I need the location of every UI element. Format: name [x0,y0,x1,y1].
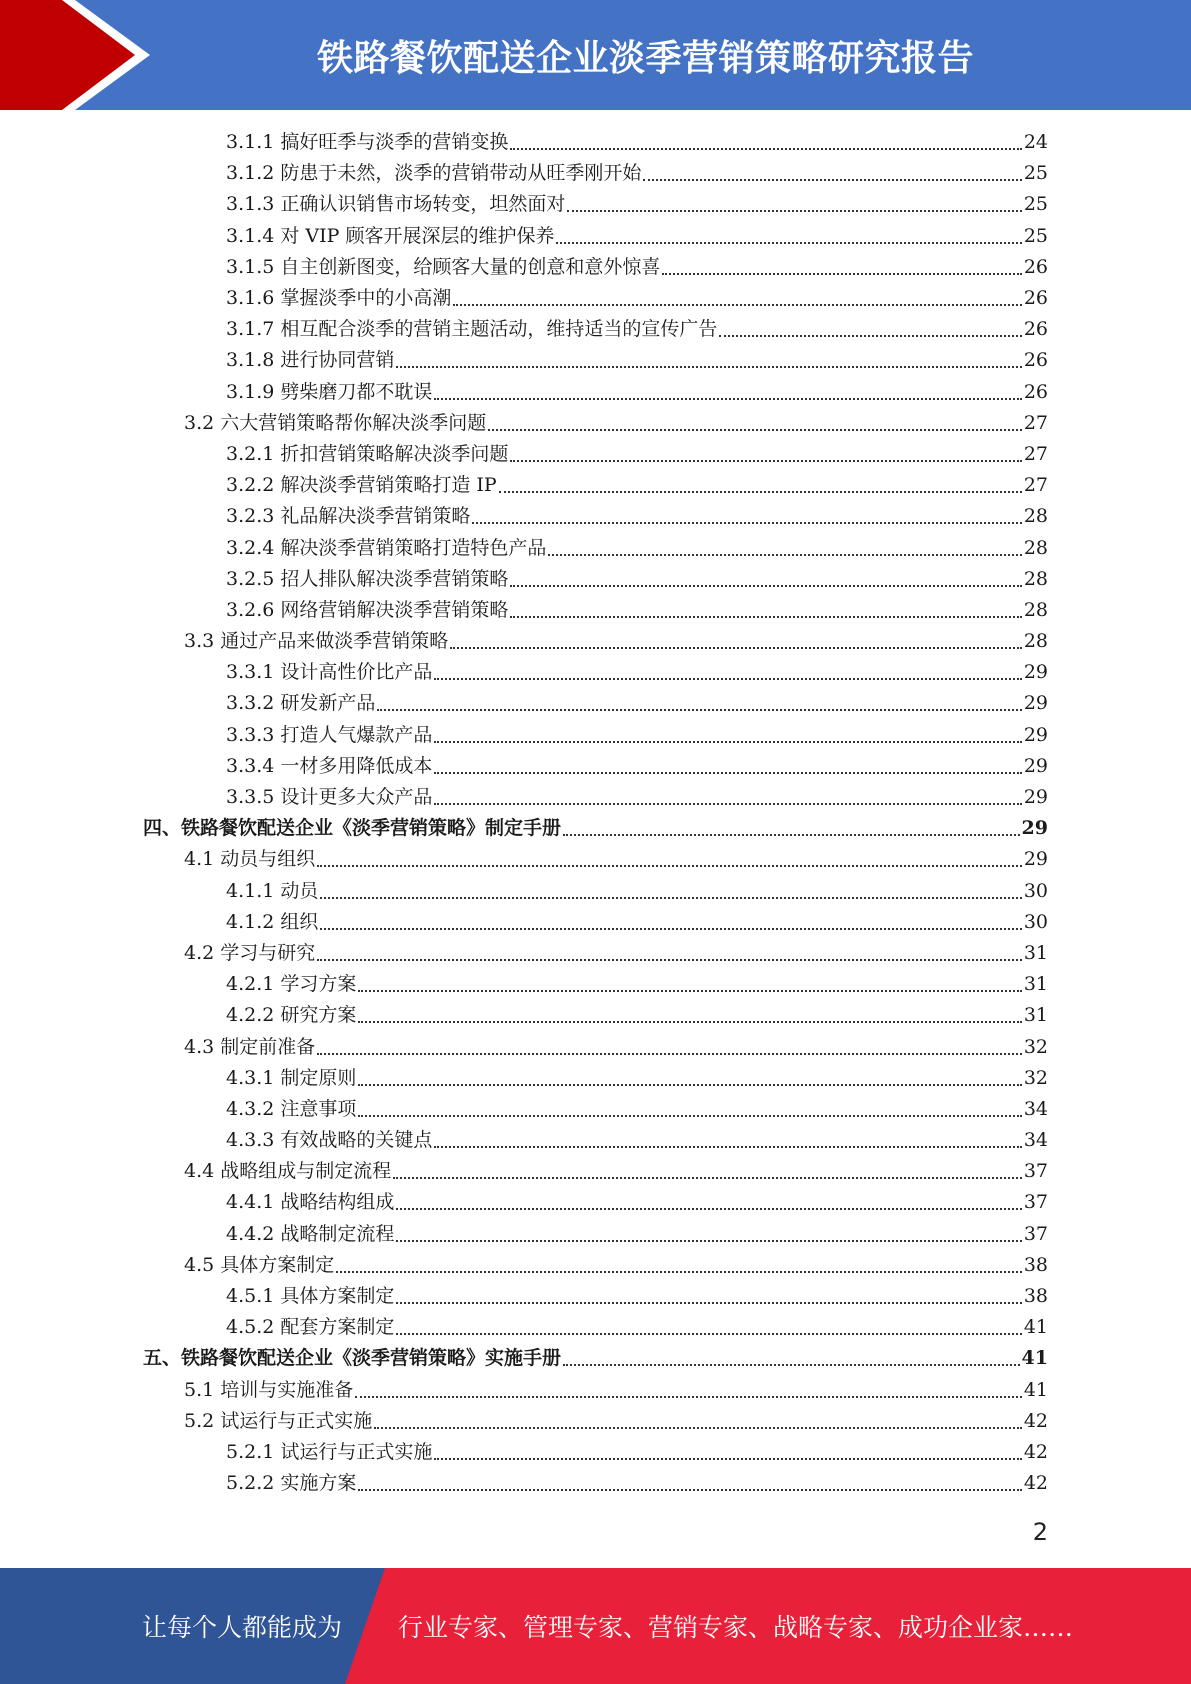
toc-entry-page: 34 [1023,1097,1048,1120]
toc-entry-label: 四、铁路餐饮配送企业《淡季营销策略》制定手册 [143,817,562,840]
toc-dot-leader [393,1156,1022,1187]
toc-entry-page: 31 [1023,973,1048,996]
toc-entry-label: 4.4.2 战略制定流程 [226,1222,395,1245]
toc-dot-leader [434,657,1021,688]
toc-dot-leader [488,408,1022,439]
toc-entry-page: 28 [1023,598,1048,621]
toc-entry[interactable] [226,1125,1048,1156]
toc-entry-page: 30 [1023,879,1048,902]
toc-entry[interactable] [226,657,1048,688]
toc-dot-leader [317,844,1022,875]
toc-dot-leader [567,189,1021,220]
toc-dot-leader [510,439,1021,470]
toc-entry-label: 3.2.6 网络营销解决淡季营销策略 [226,598,509,621]
toc-dot-leader [434,720,1021,751]
toc-entry[interactable] [184,1031,1048,1062]
toc-entry-page: 41 [1023,1378,1048,1401]
toc-entry[interactable] [226,688,1048,719]
footer-slogan-left: 让每个人都能成为 [142,1613,343,1642]
toc-entry[interactable] [226,1281,1048,1312]
toc-entry[interactable] [226,720,1048,751]
toc-entry[interactable] [184,1156,1048,1187]
toc-entry[interactable] [226,564,1048,595]
toc-entry-label: 4.5 具体方案制定 [184,1253,335,1276]
toc-entry-label: 3.3.2 研发新产品 [226,692,376,715]
toc-entry-label: 4.5.2 配套方案制定 [226,1316,395,1339]
toc-entry-label: 3.2.5 招人排队解决淡季营销策略 [226,567,509,590]
toc-dot-leader [355,1375,1022,1406]
toc-entry[interactable] [226,1437,1048,1468]
toc-entry-page: 32 [1023,1035,1048,1058]
toc-entry-page: 27 [1023,411,1048,434]
toc-entry-label: 4.1.2 组织 [226,910,319,933]
toc-entry[interactable] [226,595,1048,626]
toc-entry-page: 42 [1023,1472,1048,1495]
toc-entry-page: 38 [1023,1253,1048,1276]
toc-dot-leader [434,377,1021,408]
page-number: 2 [1032,1518,1048,1546]
toc-dot-leader [396,1187,1021,1218]
toc-entry-page: 37 [1023,1160,1048,1183]
toc-entry-label: 3.2.1 折扣营销策略解决淡季问题 [226,442,509,465]
toc-entry-page: 29 [1021,817,1048,840]
toc-entry[interactable] [184,1375,1048,1406]
toc-entry[interactable] [226,470,1048,501]
toc-entry-label: 3.3.1 设计高性价比产品 [226,661,433,684]
toc-entry-label: 4.3 制定前准备 [184,1035,316,1058]
toc-entry-label: 五、铁路餐饮配送企业《淡季营销策略》实施手册 [143,1347,562,1370]
toc-entry[interactable] [226,377,1048,408]
toc-entry-page: 27 [1023,474,1048,497]
toc-entry-label: 5.2.1 试运行与正式实施 [226,1440,433,1463]
toc-entry[interactable] [226,1187,1048,1218]
toc-entry-page: 41 [1021,1347,1048,1370]
toc-entry-page: 29 [1023,692,1048,715]
toc-entry-label: 3.3.3 打造人气爆款产品 [226,723,433,746]
toc-dot-leader [499,470,1022,501]
toc-entry[interactable] [226,907,1048,938]
toc-entry[interactable] [226,532,1048,563]
toc-entry-label: 3.1.1 搞好旺季与淡季的营销变换 [226,131,509,154]
toc-entry-label: 4.2 学习与研究 [184,941,316,964]
toc-entry[interactable] [226,782,1048,813]
toc-entry-label: 3.1.8 进行协同营销 [226,349,395,372]
toc-dot-leader [358,1063,1021,1094]
toc-entry[interactable] [226,1468,1048,1499]
toc-dot-leader [563,1343,1020,1374]
toc-dot-leader [317,938,1022,969]
header-banner [0,0,1191,110]
toc-entry-page: 32 [1023,1066,1048,1089]
toc-dot-leader [358,1000,1021,1031]
toc-entry-page: 29 [1023,661,1048,684]
toc-dot-leader [643,158,1021,189]
footer-slogan-right: 行业专家、管理专家、营销专家、战略专家、成功企业家…… [398,1613,1074,1642]
toc-entry-label: 5.2 试运行与正式实施 [184,1409,373,1432]
toc-entry-page: 28 [1023,505,1048,528]
toc-entry[interactable] [226,1063,1048,1094]
toc-entry-label: 3.1.6 掌握淡季中的小高潮 [226,287,452,310]
toc-dot-leader [719,314,1021,345]
toc-entry[interactable] [184,1406,1048,1437]
toc-entry-label: 4.3.1 制定原则 [226,1066,357,1089]
toc-entry-label: 4.3.2 注意事项 [226,1097,357,1120]
toc-entry-label: 4.4 战略组成与制定流程 [184,1160,392,1183]
toc-entry[interactable] [226,221,1048,252]
toc-entry-label: 4.2.1 学习方案 [226,973,357,996]
toc-dot-leader [336,1250,1022,1281]
toc-entry[interactable] [226,158,1048,189]
toc-dot-leader [374,1406,1022,1437]
toc-entry-label: 4.2.2 研究方案 [226,1004,357,1027]
toc-entry-page: 26 [1023,318,1048,341]
toc-entry-label: 4.5.1 具体方案制定 [226,1285,395,1308]
toc-entry[interactable] [226,1000,1048,1031]
toc-entry-page: 31 [1023,1004,1048,1027]
toc-entry-page: 26 [1023,380,1048,403]
toc-entry-label: 4.1 动员与组织 [184,848,316,871]
toc-entry-page: 28 [1023,536,1048,559]
toc-entry-page: 42 [1023,1409,1048,1432]
toc-entry-page: 28 [1023,567,1048,590]
toc-entry-label: 3.3.4 一材多用降低成本 [226,754,433,777]
toc-dot-leader [434,1437,1021,1468]
toc-entry-label: 3.3 通过产品来做淡季营销策略 [184,630,449,653]
toc-entry-label: 3.1.2 防患于未然，淡季的营销带动从旺季刚开始 [226,162,642,185]
toc-entry-label: 3.1.7 相互配合淡季的营销主题活动，维持适当的宣传广告 [226,318,718,341]
toc-dot-leader [510,127,1021,158]
toc-entry-page: 26 [1023,287,1048,310]
toc-entry[interactable] [226,1312,1048,1343]
toc-entry-label: 3.2.3 礼品解决淡季营销策略 [226,505,471,528]
toc-entry-page: 25 [1023,193,1048,216]
toc-entry-page: 41 [1023,1316,1048,1339]
toc-dot-leader [434,751,1021,782]
toc-dot-leader [453,283,1021,314]
toc-entry-label: 3.2.4 解决淡季营销策略打造特色产品 [226,536,547,559]
toc-dot-leader [556,221,1021,252]
toc-dot-leader [434,1125,1021,1156]
toc-entry-page: 29 [1023,848,1048,871]
toc-entry-label: 3.2.2 解决淡季营销策略打造 IP [226,474,497,497]
toc-entry[interactable] [143,813,1048,844]
toc-entry[interactable] [226,501,1048,532]
toc-entry[interactable] [226,751,1048,782]
toc-entry-page: 25 [1023,224,1048,247]
footer-banner [0,1568,1191,1684]
header-arrow-decoration [0,0,160,110]
toc-dot-leader [358,1468,1021,1499]
toc-entry-page: 30 [1023,910,1048,933]
toc-dot-leader [396,1219,1021,1250]
toc-dot-leader [434,782,1021,813]
toc-entry-label: 3.1.5 自主创新图变，给顾客大量的创意和意外惊喜 [226,255,661,278]
toc-entry-page: 42 [1023,1440,1048,1463]
toc-entry[interactable] [226,345,1048,376]
toc-dot-leader [358,1094,1021,1125]
toc-dot-leader [396,1281,1021,1312]
toc-entry[interactable] [184,408,1048,439]
toc-entry-page: 29 [1023,723,1048,746]
toc-entry-label: 3.2 六大营销策略帮你解决淡季问题 [184,411,487,434]
toc-entry[interactable] [226,439,1048,470]
toc-entry[interactable] [226,969,1048,1000]
toc-entry-page: 31 [1023,941,1048,964]
toc-entry[interactable] [143,1343,1048,1374]
document-title: 铁路餐饮配送企业淡季营销策略研究报告 [316,37,974,79]
toc-dot-leader [563,813,1020,844]
toc-dot-leader [396,345,1021,376]
toc-dot-leader [548,533,1021,564]
toc-dot-leader [510,564,1021,595]
toc-entry[interactable] [226,1219,1048,1250]
toc-entry[interactable] [184,626,1048,657]
toc-dot-leader [450,626,1022,657]
toc-dot-leader [317,1032,1022,1063]
toc-entry-page: 29 [1023,754,1048,777]
toc-entry-label: 5.1 培训与实施准备 [184,1378,354,1401]
toc-entry-label: 3.1.9 劈柴磨刀都不耽误 [226,380,433,403]
toc-entry[interactable] [226,283,1048,314]
toc-dot-leader [320,876,1021,907]
toc-entry-label: 3.1.3 正确认识销售市场转变，坦然面对 [226,193,566,216]
toc-entry[interactable] [226,189,1048,220]
toc-dot-leader [358,969,1021,1000]
toc-entry-label: 3.3.5 设计更多大众产品 [226,786,433,809]
toc-dot-leader [662,252,1021,283]
toc-entry-page: 26 [1023,255,1048,278]
toc-entry[interactable] [184,1250,1048,1281]
toc-entry[interactable] [226,314,1048,345]
toc-entry-page: 28 [1023,630,1048,653]
toc-dot-leader [396,1312,1021,1343]
toc-entry-label: 5.2.2 实施方案 [226,1472,357,1495]
toc-entry-label: 4.4.1 战略结构组成 [226,1191,395,1214]
toc-entry-page: 24 [1023,131,1048,154]
toc-entry[interactable] [226,1094,1048,1125]
toc-entry-page: 27 [1023,442,1048,465]
toc-dot-leader [510,595,1021,626]
toc-entry-page: 37 [1023,1191,1048,1214]
toc-dot-leader [472,501,1021,532]
toc-dot-leader [377,688,1021,719]
toc-entry-page: 38 [1023,1285,1048,1308]
toc-entry-label: 3.1.4 对 VIP 顾客开展深层的维护保养 [226,224,555,247]
toc-entry[interactable] [184,938,1048,969]
toc-dot-leader [320,907,1021,938]
toc-entry[interactable] [184,844,1048,875]
toc-entry-page: 25 [1023,162,1048,185]
toc-entry[interactable] [226,252,1048,283]
toc-entry[interactable] [226,127,1048,158]
toc-entry-page: 29 [1023,786,1048,809]
toc-entry[interactable] [226,876,1048,907]
toc-entry-page: 37 [1023,1222,1048,1245]
table-of-contents [0,127,1191,1499]
toc-entry-page: 34 [1023,1129,1048,1152]
toc-entry-label: 4.1.1 动员 [226,879,319,902]
toc-entry-page: 26 [1023,349,1048,372]
toc-entry-label: 4.3.3 有效战略的关键点 [226,1129,433,1152]
